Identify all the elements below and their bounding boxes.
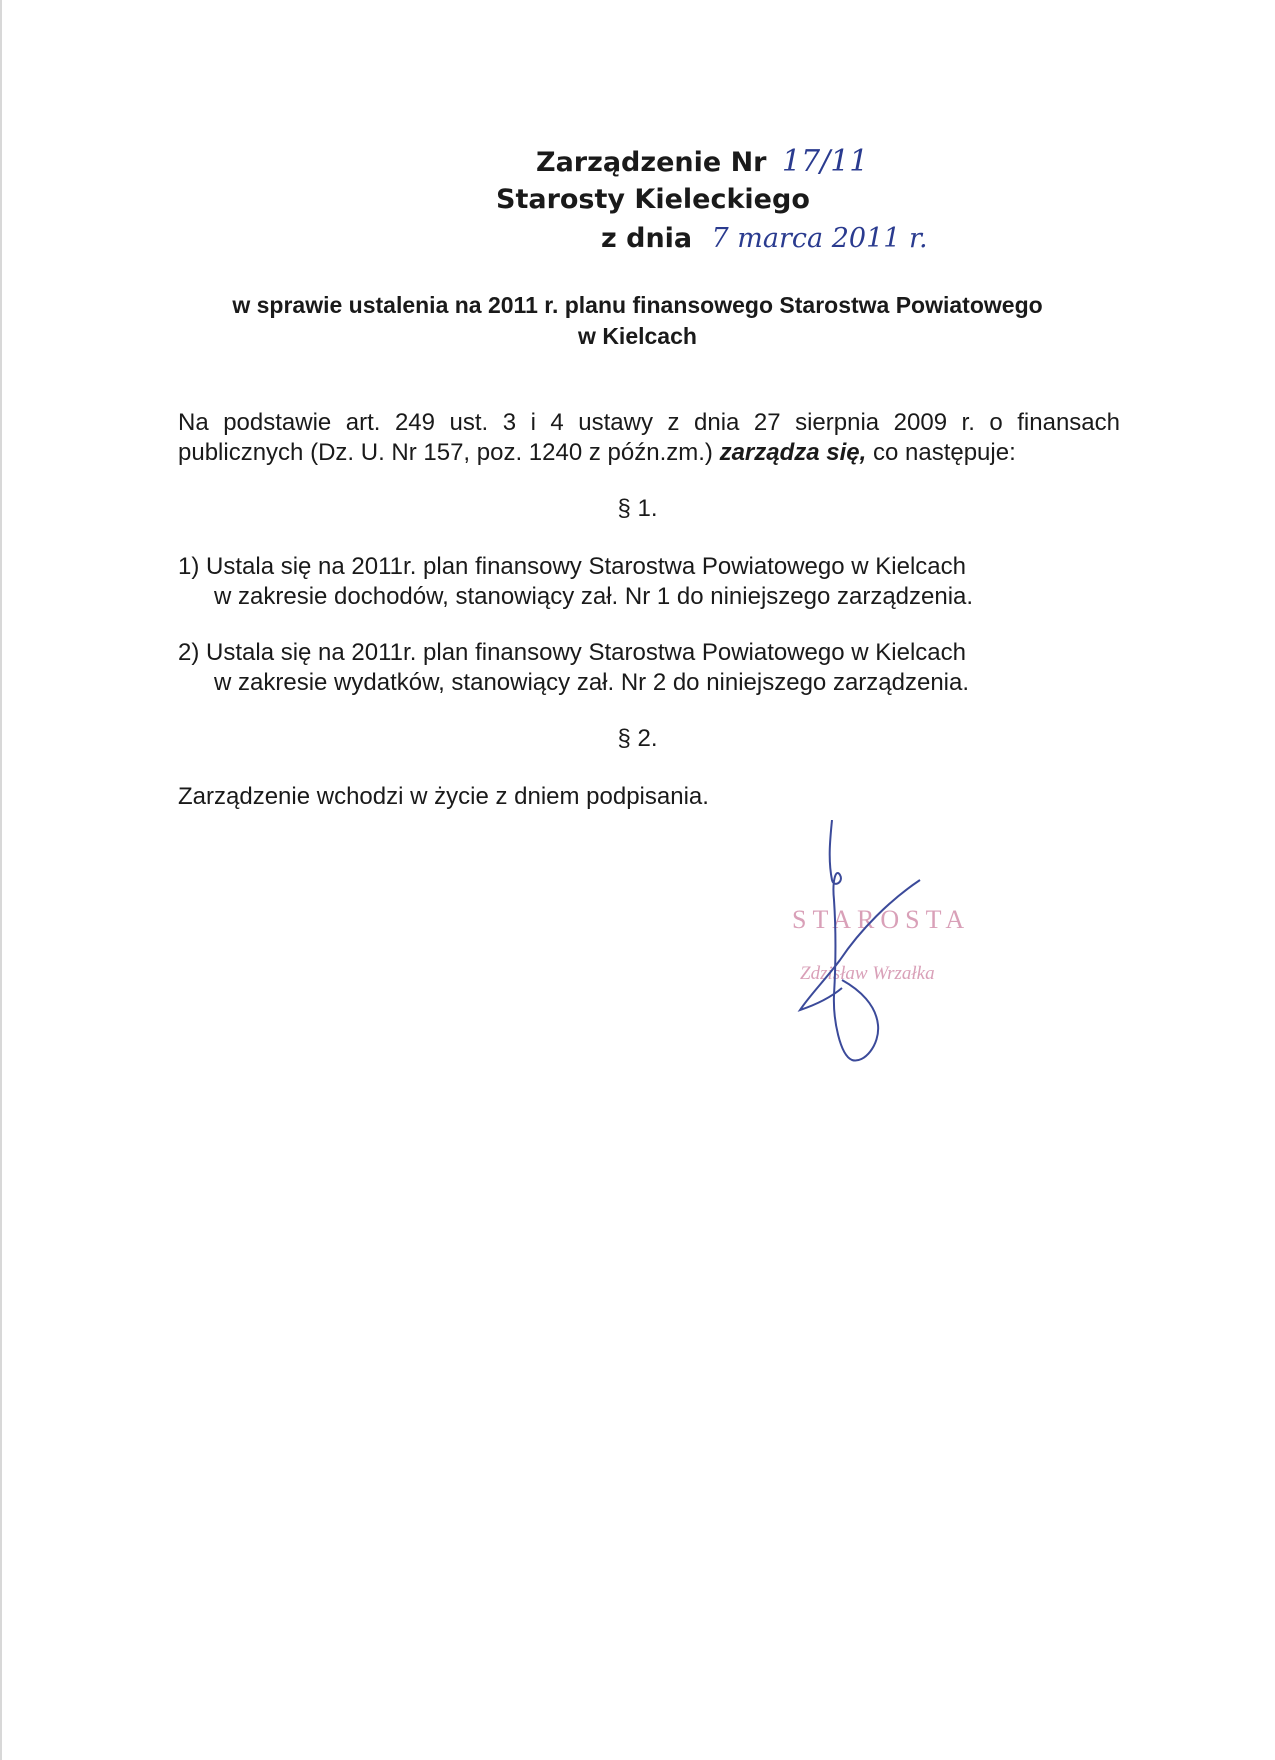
ordinance-date bbox=[601, 223, 928, 254]
item-1-line-2: w zakresie dochodów, stanowiący zał. Nr 1 do niniejszego zarządzenia. bbox=[214, 583, 974, 610]
preamble-ending: co następuje: bbox=[872, 439, 1016, 466]
scan-edge bbox=[0, 0, 2, 1760]
ordinance-number-handwritten: 17/11 bbox=[781, 144, 869, 179]
section-1-item-2 bbox=[178, 638, 1138, 698]
stamp-title: STAROSTA bbox=[792, 905, 971, 934]
ordinance-number-label: Zarządzenie Nr bbox=[536, 147, 767, 178]
stamp-name: Zdzisław Wrzałka bbox=[800, 963, 935, 984]
section-1-mark: § 1. bbox=[617, 495, 658, 522]
ordinance-title bbox=[536, 144, 868, 179]
handwritten-signature bbox=[770, 820, 1010, 1080]
date-handwritten: 7 marca 2011 r. bbox=[711, 223, 928, 254]
item-1-line-1: 1) Ustala się na 2011r. plan finansowy Starostwa Powiatowego w Kielcach bbox=[178, 553, 966, 580]
preamble-line-2 bbox=[178, 438, 1120, 468]
preamble-line-1: Na podstawie art. 249 ust. 3 i 4 ustawy z dnia 27 sierpnia 2009 r. o finansach bbox=[178, 409, 1120, 436]
preamble-emphasis: zarządza się, bbox=[719, 439, 867, 466]
section-1-item-1 bbox=[178, 552, 1138, 612]
section-2-text: Zarządzenie wchodzi w życie z dniem podpisania. bbox=[178, 783, 709, 810]
subject-line-2: w Kielcach bbox=[578, 323, 697, 349]
item-2-line-2: w zakresie wydatków, stanowiący zał. Nr 2 do niniejszego zarządzenia. bbox=[214, 669, 970, 696]
date-label: z dnia bbox=[601, 223, 693, 254]
signature-stamp bbox=[770, 820, 1010, 1080]
preamble bbox=[178, 408, 1120, 468]
preamble-text: publicznych (Dz. U. Nr 157, poz. 1240 z późn.zm.) bbox=[178, 439, 713, 466]
subject-line-1: w sprawie ustalenia na 2011 r. planu finansowego Starostwa Powiatowego bbox=[232, 292, 1043, 318]
issuer-title: Starosty Kieleckiego bbox=[496, 184, 810, 215]
ordinance-subject bbox=[0, 290, 1275, 352]
section-2-mark: § 2. bbox=[617, 725, 658, 752]
item-2-line-1: 2) Ustala się na 2011r. plan finansowy Starostwa Powiatowego w Kielcach bbox=[178, 639, 966, 666]
